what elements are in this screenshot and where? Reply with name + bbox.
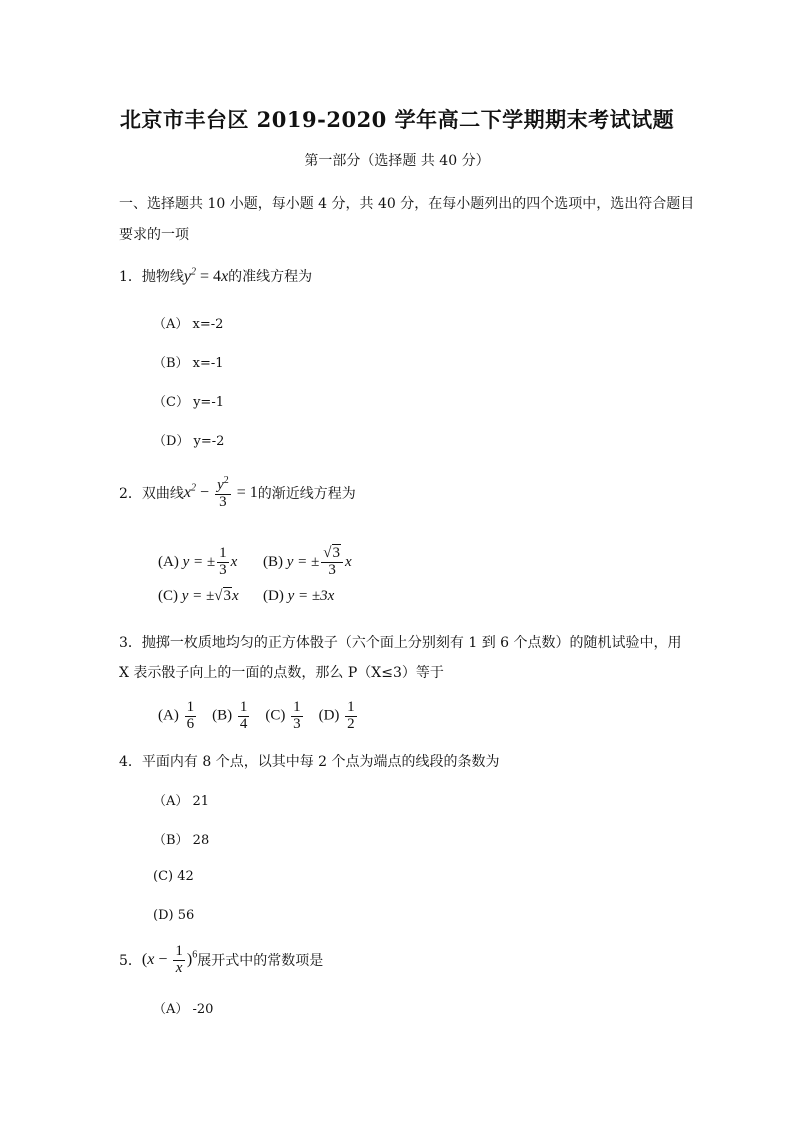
question-2-option-d: (D) y = ±3x <box>263 588 335 604</box>
question-5 <box>119 938 323 982</box>
question-1 <box>119 266 312 286</box>
question-4: 4．平面内有 8 个点，以其中每 2 个点为端点的线段的条数为 <box>119 754 500 770</box>
question-3-option-a: (A) $\frac{1}{6}$ <box>158 698 195 732</box>
question-2-option-b: (B) y = ± $\frac{√3}{3}$ x <box>263 544 352 578</box>
question-4-option-b: （B） 28 <box>153 833 210 848</box>
question-3-option-c: (C) $\frac{1}{3}$ <box>265 698 301 732</box>
question-5-option-a: （A） -20 <box>153 1002 214 1017</box>
question-3-option-d: (D) $\frac{1}{2}$ <box>318 698 355 732</box>
question-2 <box>119 471 356 515</box>
question-2-label: 2．双曲线 <box>119 486 184 502</box>
question-5-label: 5． <box>119 953 142 969</box>
page-title: 北京市丰台区 2019-2020 学年高二下学期期末考试试题 <box>119 107 675 132</box>
question-1-option-a: （A） x=-2 <box>153 317 224 332</box>
question-2-option-c: (C) y = ±√3x <box>158 588 239 604</box>
question-1-option-c: （C） y=-1 <box>153 395 224 410</box>
question-2-tail: 的渐近线方程为 <box>257 486 356 502</box>
section-subtitle: 第一部分（选择题 共 40 分） <box>304 153 490 169</box>
question-5-expression: (x − $\frac{1}{x}$ )$^6$ <box>141 942 198 976</box>
question-1-label: 1．抛物线 <box>119 269 184 285</box>
question-3-line-1: 3．抛掷一枚质地均匀的正方体骰子（六个面上分别刻有 1 到 6 个点数）的随机试验中，用 <box>119 635 682 651</box>
question-1-option-b: （B） x=-1 <box>153 356 224 371</box>
question-2-equation: $x^2$ − $\frac{y^2}{3}$ = 1 <box>183 474 258 510</box>
question-4-option-a: （A） 21 <box>153 794 210 809</box>
instructions-line-2: 要求的一项 <box>119 227 189 243</box>
question-3-options <box>158 694 359 738</box>
question-1-tail: 的准线方程为 <box>228 269 313 285</box>
question-1-equation: $y^2 = 4x$ <box>183 266 229 285</box>
question-5-tail: 展开式中的常数项是 <box>197 953 324 969</box>
question-3-option-b: (B) $\frac{1}{4}$ <box>212 698 248 732</box>
question-1-option-d: （D） y=-2 <box>153 434 225 449</box>
question-4-option-c: (C) 42 <box>153 869 194 884</box>
instructions-line-1: 一、选择题共 10 小题，每小题 4 分，共 40 分，在每小题列出的四个选项中，选出符合题目 <box>119 196 695 212</box>
question-3-line-2: X 表示骰子向上的一面的点数，那么 P（X≤3）等于 <box>119 665 444 681</box>
question-4-option-d: (D) 56 <box>153 908 195 923</box>
question-2-option-a: (A) y = ± $\frac{1}{3}$ x <box>158 544 238 578</box>
